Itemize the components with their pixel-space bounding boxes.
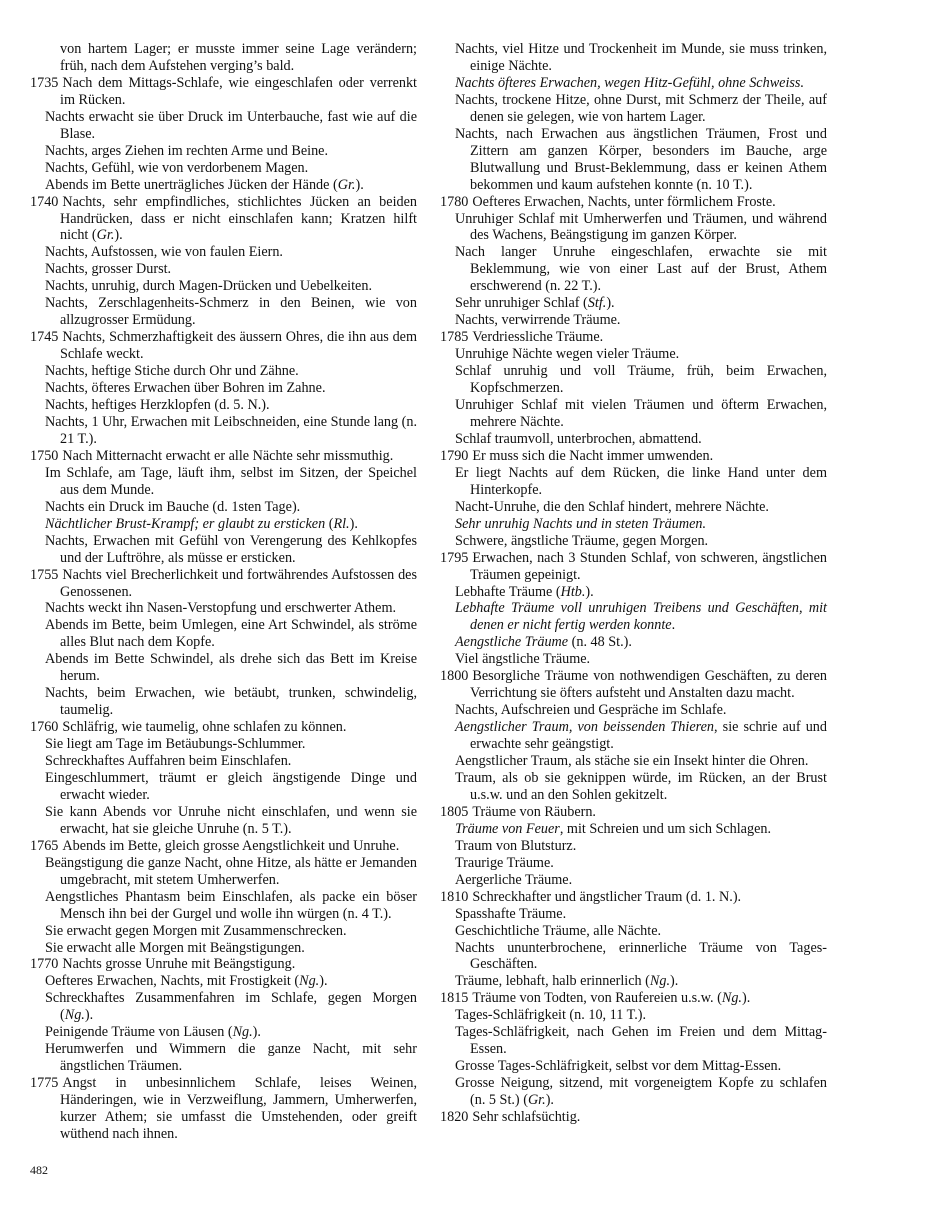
entry-number: 1775	[30, 1075, 59, 1092]
entry-text: Aergerliche Träume.	[455, 871, 573, 888]
entry-text: Er liegt Nachts auf dem Rücken, die linke Hand unter dem Hinterkopfe.	[455, 464, 827, 498]
entry-text-italic: Htb.	[560, 583, 586, 600]
entry-text: Nachts erwacht sie über Druck im Unterbauche, fast wie auf die Blase.	[45, 108, 417, 142]
entry-text: Grosse Neigung, sitzend, mit vorgeneigtem Kopfe zu schlafen (n. 5 St.) (	[455, 1075, 827, 1109]
entry-text: Aengstliches Phantasm beim Einschlafen, als packe ein böser Mensch ihn bei der Gurgel und wolle ihn würgen (n. 4 T.).	[45, 888, 417, 922]
symptom-entry	[440, 584, 827, 601]
entry-number: 1790	[440, 447, 469, 464]
entry-text-italic: Ng.	[721, 990, 742, 1007]
entry-text-italic: Stf.	[587, 295, 607, 312]
entry-text: ).	[84, 1007, 94, 1024]
symptom-entry-numbered	[30, 719, 417, 736]
entry-text: Oefteres Erwachen, Nachts, unter förmlichem Froste.	[472, 193, 776, 210]
symptom-entry	[30, 109, 417, 143]
entry-text-italic: Träume von Feuer	[455, 820, 560, 837]
symptom-entry	[440, 516, 827, 533]
symptom-entry-numbered	[30, 567, 417, 601]
entry-text: Nachts, Erwachen mit Gefühl von Verengerung des Kehlkopfes und der Luftröhre, als müsse er ersticken.	[45, 532, 417, 566]
entry-text: Herumwerfen und Wimmern die ganze Nacht, mit sehr ängstlichen Träumen.	[45, 1041, 417, 1075]
entry-text: Nach dem Mittags-Schlafe, wie eingeschlafen oder verrenkt im Rücken.	[60, 74, 417, 108]
entry-text: Traum von Blutsturz.	[455, 837, 577, 854]
symptom-entry-numbered	[440, 194, 827, 211]
symptom-entry	[30, 973, 417, 990]
symptom-entry	[30, 990, 417, 1024]
symptom-entry	[30, 261, 417, 278]
symptom-entry	[30, 278, 417, 295]
symptom-entry-numbered	[30, 838, 417, 855]
entry-text: Schreckhaftes Zusammenfahren im Schlafe, gegen Morgen (	[45, 990, 417, 1024]
symptom-entry	[30, 685, 417, 719]
symptom-entry	[30, 855, 417, 889]
entry-text: Sehr unruhiger Schlaf (	[455, 295, 588, 312]
symptom-entry	[30, 41, 417, 75]
left-column	[30, 41, 417, 1143]
symptom-entry-numbered	[30, 956, 417, 973]
entry-text: , mit Schreien und um sich Schlagen.	[559, 820, 772, 837]
entry-text: ).	[349, 515, 358, 532]
entry-text: Viel ängstliche Träume.	[455, 651, 591, 668]
symptom-entry-numbered	[440, 448, 827, 465]
symptom-entry	[30, 1024, 417, 1041]
entry-text-italic: Gr.	[527, 1092, 546, 1109]
symptom-entry	[30, 617, 417, 651]
entry-text: Beängstigung die ganze Nacht, ohne Hitze, als hätte er Jemanden umgebracht, mit stetem Umherwerfen.	[45, 854, 417, 888]
entry-number: 1755	[30, 566, 59, 583]
entry-text: Schlaf traumvoll, unterbrochen, abmattend.	[455, 430, 702, 447]
symptom-entry-numbered	[30, 194, 417, 245]
symptom-entry	[440, 821, 827, 838]
symptom-entry-numbered	[440, 804, 827, 821]
symptom-entry	[30, 177, 417, 194]
entry-text-italic: Gr.	[337, 176, 356, 193]
symptom-entry	[30, 600, 417, 617]
entry-text: von hartem Lager; er musste immer seine Lage verändern; früh, nach dem Aufstehen verging’s bald.	[60, 41, 417, 74]
entry-text: Er muss sich die Nacht immer umwenden.	[472, 447, 714, 464]
entry-text: Nachts, Aufschreien und Gespräche im Schlafe.	[455, 702, 727, 719]
entry-text: Eingeschlummert, träumt er gleich ängstigende Dinge und erwacht wieder.	[45, 769, 417, 803]
entry-number: 1820	[440, 1109, 469, 1126]
symptom-entry	[440, 295, 827, 312]
entry-number: 1785	[440, 329, 469, 346]
symptom-entry	[30, 1041, 417, 1075]
entry-text: Grosse Tages-Schläfrigkeit, selbst vor dem Mittag-Essen.	[455, 1058, 782, 1075]
symptom-entry	[30, 533, 417, 567]
entry-text: Nachts, Zerschlagenheits-Schmerz in den Beinen, wie von allzugrosser Ermüdung.	[45, 295, 417, 329]
symptom-entry	[30, 397, 417, 414]
entry-number: 1805	[440, 803, 469, 820]
entry-text-italic: Aengstliche Träume	[455, 634, 569, 651]
entry-text: Nachts, unruhig, durch Magen-Drücken und Uebelkeiten.	[45, 278, 372, 295]
entry-text-italic: Aengstlicher Traum, von beissenden Thieren	[455, 719, 715, 736]
entry-text: Nachts, grosser Durst.	[45, 261, 172, 278]
entry-text-italic: Lebhafte Träume voll unruhigen Treibens und Geschäften, mit denen er nicht fertig werden konnte	[455, 600, 827, 634]
entry-text-italic: Ng.	[232, 1024, 253, 1041]
entry-number: 1735	[30, 74, 59, 91]
symptom-entry-numbered	[30, 448, 417, 465]
entry-text: Angst in unbesinnlichem Schlafe, leises Weinen, Händeringen, wie in Verzweiflung, Jammern, Umherwerfen, kurzer Athem; sie umfasst die Umstehenden, oder greift wüthend nach ihnen.	[60, 1075, 417, 1142]
entry-text: Nachts grosse Unruhe mit Beängstigung.	[62, 956, 296, 973]
symptom-entry	[30, 380, 417, 397]
entry-number: 1765	[30, 837, 59, 854]
entry-text: Abends im Bette, gleich grosse Aengstlichkeit und Unruhe.	[62, 837, 400, 854]
symptom-entry	[440, 126, 827, 194]
symptom-entry	[440, 92, 827, 126]
entry-text: Abends im Bette unerträgliches Jücken der Hände (	[45, 176, 338, 193]
entry-text: Nachts, nach Erwachen aus ängstlichen Träumen, Frost und Zittern am ganzen Körper, besonders im Bauche, arge Blutwallung und Brust-Beklemmung, dass er keinen Athem bekommen und kaum aufstehen konnte (n. 10 T.).	[455, 125, 827, 193]
entry-text: Nachts, viel Hitze und Trockenheit im Munde, sie muss trinken, einige Nächte.	[455, 41, 827, 74]
symptom-entry	[30, 753, 417, 770]
symptom-entry	[440, 872, 827, 889]
symptom-entry	[440, 397, 827, 431]
entry-text: Schwere, ängstliche Träume, gegen Morgen.	[455, 532, 709, 549]
entry-text-italic: Ng.	[299, 973, 320, 990]
symptom-entry-numbered	[440, 889, 827, 906]
entry-text: Nachts ununterbrochene, erinnerliche Träume von Tages-Geschäften.	[455, 939, 827, 973]
entry-text-italic: Nächtlicher Brust-Krampf; er glaubt zu ersticken	[45, 515, 326, 532]
entry-text-italic: Nachts öfteres Erwachen, wegen Hitz-Gefühl, ohne Schweiss.	[455, 74, 804, 91]
entry-text: Nach Mitternacht erwacht er alle Nächte sehr missmuthig.	[62, 447, 394, 464]
entry-text: .	[671, 617, 676, 634]
symptom-entry-numbered	[440, 329, 827, 346]
symptom-entry	[440, 838, 827, 855]
symptom-entry	[440, 973, 827, 990]
entry-text-italic: Sehr unruhig Nachts und in steten Träumen.	[455, 515, 707, 532]
entry-number: 1760	[30, 719, 59, 736]
entry-text: Unruhige Nächte wegen vieler Träume.	[455, 346, 680, 363]
symptom-entry	[440, 1058, 827, 1075]
entry-text: Nachts viel Brecherlichkeit und fortwährendes Aufstossen des Genossenen.	[60, 566, 417, 600]
entry-text-italic: Gr.	[96, 227, 115, 244]
entry-text: Unruhiger Schlaf mit Umherwerfen und Träumen, und während des Wachens, Beängstigung im ganzen Körper.	[455, 210, 827, 244]
symptom-entry-numbered	[30, 1075, 417, 1143]
entry-text: Nachts, Aufstossen, wie von faulen Eiern.	[45, 244, 283, 261]
symptom-entry	[440, 702, 827, 719]
entry-text: Lebhafte Träume (	[455, 583, 561, 600]
symptom-entry	[440, 634, 827, 651]
symptom-entry	[30, 499, 417, 516]
entry-text: Oefteres Erwachen, Nachts, mit Frostigkeit (	[45, 973, 300, 990]
entry-text: Sie erwacht gegen Morgen mit Zusammenschrecken.	[45, 922, 347, 939]
symptom-entry-numbered	[440, 668, 827, 702]
symptom-entry	[440, 431, 827, 448]
entry-text: Träume, lebhaft, halb erinnerlich (	[455, 973, 650, 990]
entry-text: Verdriessliche Träume.	[472, 329, 604, 346]
symptom-entry	[30, 889, 417, 923]
symptom-entry	[30, 244, 417, 261]
symptom-entry	[440, 770, 827, 804]
entry-text: Sie kann Abends vor Unruhe nicht einschlafen, und wenn sie erwacht, hat sie gleiche Unruhe (n. 5 T.).	[45, 803, 417, 837]
entry-number: 1810	[440, 888, 469, 905]
symptom-entry	[30, 804, 417, 838]
entry-text: Träume von Räubern.	[472, 803, 596, 820]
symptom-entry-numbered	[440, 550, 827, 584]
symptom-entry	[440, 855, 827, 872]
entry-text: Sie liegt am Tage im Betäubungs-Schlummer.	[45, 736, 306, 753]
entry-text: ).	[670, 973, 679, 990]
symptom-entry	[30, 160, 417, 177]
entry-text: Nachts, trockene Hitze, ohne Durst, mit Schmerz der Theile, auf denen sie gelegen, wie von hartem Lager.	[455, 91, 827, 125]
symptom-entry	[30, 940, 417, 957]
symptom-entry	[30, 770, 417, 804]
symptom-entry	[440, 1024, 827, 1058]
entry-text: Schläfrig, wie taumelig, ohne schlafen zu können.	[62, 719, 347, 736]
entry-text: Nachts, beim Erwachen, wie betäubt, trunken, schwindelig, taumelig.	[45, 685, 417, 719]
entry-number: 1800	[440, 668, 469, 685]
symptom-entry	[440, 41, 827, 75]
symptom-entry	[30, 414, 417, 448]
symptom-entry	[440, 312, 827, 329]
entry-text: ).	[114, 227, 123, 244]
symptom-entry-numbered	[440, 990, 827, 1007]
entry-text: Peinigende Träume von Läusen (	[45, 1024, 233, 1041]
entry-number: 1815	[440, 990, 469, 1007]
entry-text: Nachts, 1 Uhr, Erwachen mit Leibschneiden, eine Stunde lang (n. 21 T.).	[45, 413, 417, 447]
symptom-entry	[30, 143, 417, 160]
entry-text: Nachts weckt ihn Nasen-Verstopfung und erschwerter Athem.	[45, 600, 397, 617]
entry-text: ).	[252, 1024, 261, 1041]
entry-text: Nachts, heftiges Herzklopfen (d. 5. N.).	[45, 397, 270, 414]
entry-text-italic: Ng.	[649, 973, 670, 990]
symptom-entry	[30, 651, 417, 685]
entry-text: ).	[606, 295, 615, 312]
symptom-entry	[30, 736, 417, 753]
symptom-entry	[30, 465, 417, 499]
page-number: 482	[30, 1163, 48, 1177]
entry-text: Tages-Schläfrigkeit (n. 10, 11 T.).	[455, 1007, 647, 1024]
entry-text: Nachts, Schmerzhaftigkeit des äussern Ohres, die ihn aus dem Schlafe weckt.	[60, 329, 417, 363]
entry-text: Traurige Träume.	[455, 854, 554, 871]
entry-number: 1795	[440, 549, 469, 566]
entry-text: Nachts, sehr empfindliches, stichlichtes Jücken an beiden Handrücken, dass er nicht einschlafen kann; Kratzen hilft nicht (	[60, 193, 417, 244]
symptom-entry	[440, 651, 827, 668]
entry-text: Spasshafte Träume.	[455, 905, 567, 922]
symptom-entry	[440, 346, 827, 363]
entry-text: Schreckhafter und ängstlicher Traum (d. 1. N.).	[472, 888, 742, 905]
entry-text: , sie schrie auf und erwachte sehr geängstigt.	[470, 719, 827, 753]
right-column	[440, 41, 827, 1126]
symptom-entry	[440, 906, 827, 923]
entry-text: Geschichtliche Träume, alle Nächte.	[455, 922, 662, 939]
entry-text: Nachts, verwirrende Träume.	[455, 312, 621, 329]
entry-text: ).	[355, 176, 364, 193]
symptom-entry	[440, 465, 827, 499]
entry-text: Unruhiger Schlaf mit vielen Träumen und öfterm Erwachen, mehrere Nächte.	[455, 397, 827, 430]
entry-text: Im Schlafe, am Tage, läuft ihm, selbst im Sitzen, der Speichel aus dem Munde.	[45, 464, 417, 498]
symptom-entry	[440, 1075, 827, 1109]
symptom-entry	[30, 516, 417, 533]
entry-number: 1745	[30, 329, 59, 346]
entry-text: Tages-Schläfrigkeit, nach Gehen im Freien und dem Mittag-Essen.	[455, 1024, 827, 1058]
entry-text: Besorgliche Träume von nothwendigen Geschäften, zu deren Verrichtung sie öfters aufsteht und Anstalten dazu macht.	[470, 668, 827, 702]
symptom-entry-numbered	[30, 329, 417, 363]
entry-text: ).	[319, 973, 328, 990]
entry-text: Sehr schlafsüchtig.	[472, 1109, 581, 1126]
entry-text: Nacht-Unruhe, die den Schlaf hindert, mehrere Nächte.	[455, 498, 769, 515]
symptom-entry	[30, 923, 417, 940]
entry-text: ).	[741, 990, 751, 1007]
entry-text: Schlaf unruhig und voll Träume, früh, beim Erwachen, Kopfschmerzen.	[455, 363, 827, 397]
entry-text: Nach langer Unruhe eingeschlafen, erwachte sie mit Beklemmung, wie von einer Last auf der Brust, Athem erschwerend (n. 22 T.).	[455, 244, 827, 295]
symptom-entry	[440, 1007, 827, 1024]
entry-number: 1740	[30, 193, 59, 210]
symptom-entry	[440, 75, 827, 92]
symptom-entry	[440, 244, 827, 295]
entry-text: Aengstlicher Traum, als stäche sie ein Insekt hinter die Ohren.	[455, 753, 809, 770]
entry-text: Traum, als ob sie geknippen würde, im Rücken, an der Brust u.s.w. und an den Sohlen gekitzelt.	[455, 769, 827, 803]
symptom-entry	[440, 940, 827, 974]
entry-text: Abends im Bette, beim Umlegen, eine Art Schwindel, als ströme alles Blut nach dem Kopfe.	[45, 617, 417, 651]
entry-text: Nachts, Gefühl, wie von verdorbenem Magen.	[45, 159, 309, 176]
entry-number: 1770	[30, 956, 59, 973]
entry-number: 1780	[440, 193, 469, 210]
entry-text: Nachts, arges Ziehen im rechten Arme und Beine.	[45, 142, 329, 159]
entry-text: Abends im Bette Schwindel, als drehe sich das Bett im Kreise herum.	[45, 651, 417, 685]
symptom-entry	[30, 295, 417, 329]
symptom-entry	[440, 211, 827, 245]
entry-text: Erwachen, nach 3 Stunden Schlaf, von schweren, ängstlichen Träumen gepeinigt.	[470, 549, 827, 583]
entry-text: Träume von Todten, von Raufereien u.s.w. (	[472, 990, 722, 1007]
entry-text: Nachts ein Druck im Bauche (d. 1sten Tage).	[45, 498, 301, 515]
entry-text: Nachts, heftige Stiche durch Ohr und Zähne.	[45, 363, 299, 380]
entry-text: (n. 48 St.).	[568, 634, 632, 651]
entry-text: Sie erwacht alle Morgen mit Beängstigungen.	[45, 939, 305, 956]
entry-text: Schreckhaftes Auffahren beim Einschlafen.	[45, 753, 292, 770]
symptom-entry	[440, 533, 827, 550]
symptom-entry	[440, 719, 827, 753]
entry-text: Nachts, öfteres Erwachen über Bohren im Zahne.	[45, 380, 326, 397]
entry-number: 1750	[30, 447, 59, 464]
symptom-entry	[440, 363, 827, 397]
symptom-entry-numbered	[30, 75, 417, 109]
entry-text: ).	[585, 583, 594, 600]
symptom-entry	[440, 923, 827, 940]
entry-text: (	[325, 515, 334, 532]
entry-text-italic: Ng.	[64, 1007, 85, 1024]
symptom-entry	[440, 753, 827, 770]
entry-text: ).	[545, 1092, 554, 1109]
entry-text-italic: Rl.	[333, 515, 350, 532]
symptom-entry	[30, 363, 417, 380]
symptom-entry	[440, 600, 827, 634]
symptom-entry	[440, 499, 827, 516]
symptom-entry-numbered	[440, 1109, 827, 1126]
